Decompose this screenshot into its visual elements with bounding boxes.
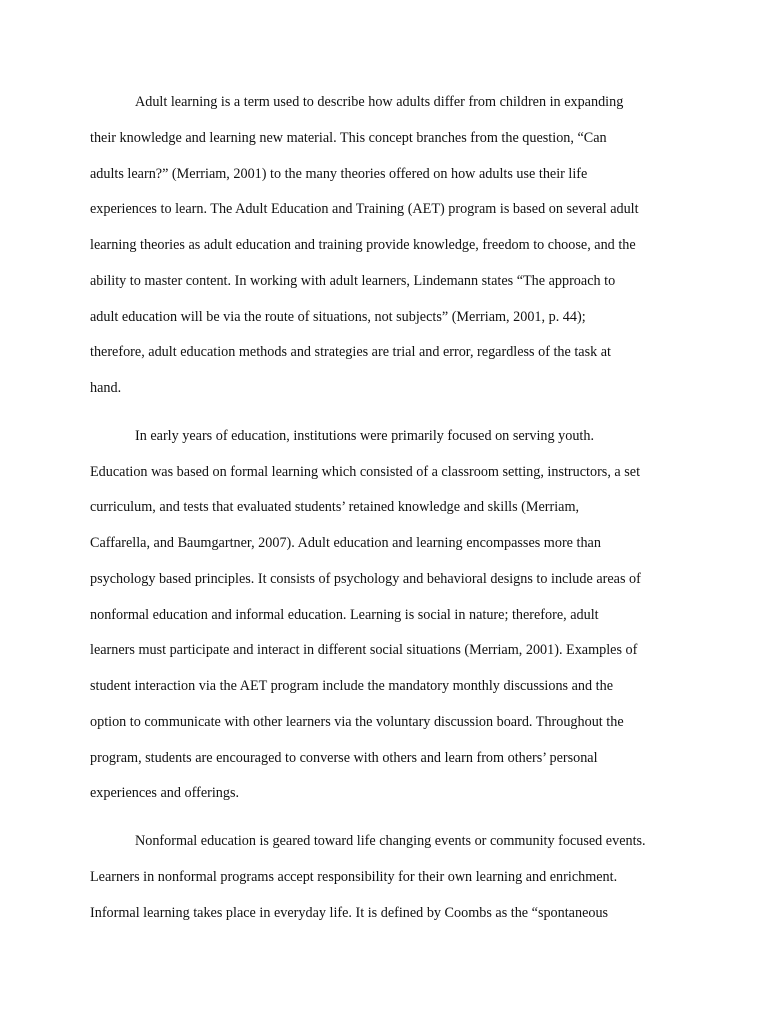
- paragraph-line: adult education will be via the route of situations, not subjects” (Merriam, 2001, p. 44);: [90, 308, 586, 325]
- paragraph-line: student interaction via the AET program include the mandatory monthly discussions and the: [90, 678, 613, 694]
- paragraph-line: their knowledge and learning new material. This concept branches from the question, “Can: [90, 129, 607, 146]
- paragraph-line: learning theories as adult education and training provide knowledge, freedom to choose, and the: [90, 237, 636, 253]
- paragraph-line: nonformal education and informal education. Learning is social in nature; therefore, adult: [90, 606, 599, 623]
- paragraph: [90, 85, 680, 407]
- paragraph: [90, 419, 680, 812]
- paragraph-line: hand.: [90, 380, 122, 396]
- paragraph-line: learners must participate and interact in different social situations (Merriam, 2001). Examples of: [90, 642, 638, 659]
- paragraph-line: In early years of education, institutions were primarily focused on serving youth.: [135, 427, 595, 444]
- paragraph: [90, 824, 680, 931]
- paragraph-line: Caffarella, and Baumgartner, 2007). Adult education and learning encompasses more than: [90, 535, 601, 551]
- paragraph-line: ability to master content. In working with adult learners, Lindemann states “The approach to: [90, 272, 616, 289]
- paragraph-line: Education was based on formal learning which consisted of a classroom setting, instructors, a set: [90, 463, 641, 480]
- paragraph-line: psychology based principles. It consists of psychology and behavioral designs to include areas of: [90, 570, 641, 587]
- paragraph-line: Informal learning takes place in everyday life. It is defined by Coombs as the “spontaneous: [90, 904, 609, 921]
- paragraph-line: option to communicate with other learners via the voluntary discussion board. Throughout the: [90, 713, 624, 730]
- paragraph-line: Learners in nonformal programs accept responsibility for their own learning and enrichment.: [90, 868, 618, 885]
- paragraph-line: therefore, adult education methods and strategies are trial and error, regardless of the task at: [90, 344, 612, 361]
- paragraph-line: Nonformal education is geared toward life changing events or community focused events.: [135, 833, 646, 849]
- paragraph-line: program, students are encouraged to converse with others and learn from others’ personal: [90, 749, 598, 766]
- paragraph-line: Adult learning is a term used to describe how adults differ from children in expanding: [135, 94, 624, 110]
- paragraph-spacer: [90, 812, 680, 824]
- document-body: [90, 85, 680, 931]
- paragraph-line: curriculum, and tests that evaluated students’ retained knowledge and skills (Merriam,: [90, 499, 580, 516]
- paragraph-line: experiences to learn. The Adult Education and Training (AET) program is based on several adult: [90, 201, 639, 218]
- paragraph-spacer: [90, 407, 680, 419]
- paragraph-line: adults learn?” (Merriam, 2001) to the many theories offered on how adults use their life: [90, 165, 588, 182]
- paragraph-line: experiences and offerings.: [90, 785, 240, 802]
